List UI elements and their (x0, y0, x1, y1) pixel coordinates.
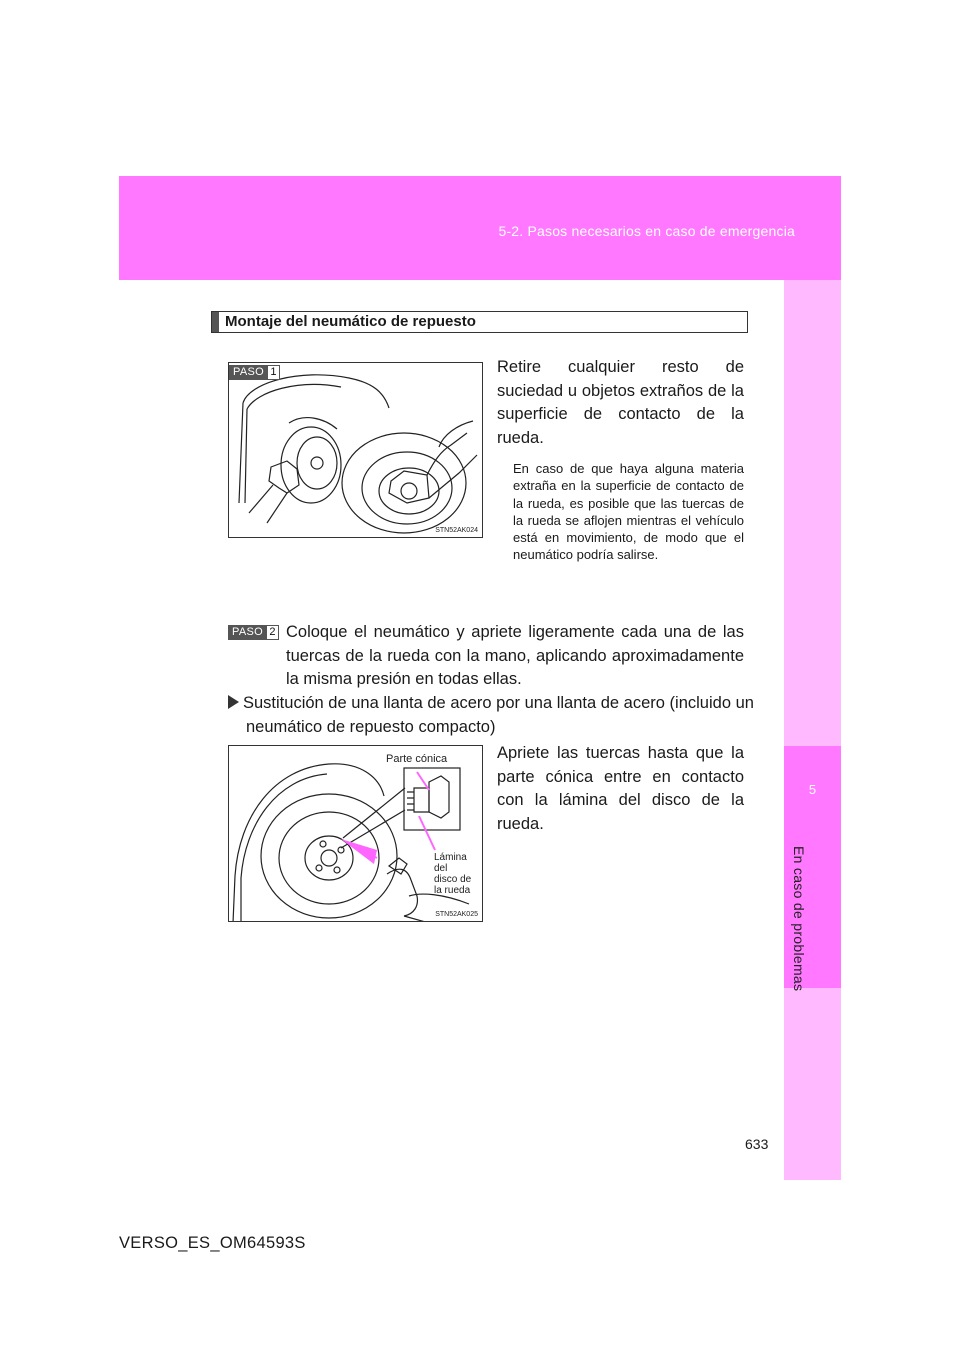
side-tab-strip (784, 280, 841, 1180)
step-1-note: En caso de que haya alguna materia extraña en la superficie de contacto de la rueda, es posible que las tuercas de la rueda se aflojen mientras el vehículo está en movimiento, de modo que el neumático podría salirse. (513, 461, 744, 563)
disc-label-line-1: Lámina (434, 852, 467, 863)
page-number: 633 (745, 1136, 769, 1152)
figure-tighten-nuts (228, 745, 483, 922)
section-title: Montaje del neumático de repuesto (225, 313, 476, 330)
disc-label-line-3: disco de (434, 874, 472, 885)
wheel-cleaning-illustration (229, 363, 483, 538)
step-2-text: Coloque el neumático y apriete ligeramente cada una de las tuercas de la rueda con la mano, aplicando aproximadamente la misma presión en todas ellas. (286, 623, 744, 688)
section-breadcrumb: 5-2. Pasos necesarios en caso de emergencia (498, 223, 795, 239)
disc-label-line-4: la rueda (434, 885, 471, 896)
bullet-detail-text: Apriete las tuercas hasta que la parte cónica entre en contacto con la lámina del disco de la rueda. (497, 744, 744, 833)
step-2-badge (228, 624, 279, 641)
header-band (119, 176, 841, 280)
bullet-text: Sustitución de una llanta de acero por una llanta de acero (incluido un neumático de repuesto compacto) (243, 694, 754, 736)
document-footer: VERSO_ES_OM64593S (119, 1234, 306, 1252)
chapter-number: 5 (808, 782, 817, 797)
figure-clean-wheel-surface (228, 362, 483, 538)
cone-label: Parte cónica (386, 753, 448, 765)
arrow-right-icon (228, 695, 239, 709)
bullet-item (228, 692, 762, 739)
figure-2-code: STN52AK025 (435, 911, 478, 918)
figure-1-code: STN52AK024 (435, 527, 478, 534)
disc-label-line-2: del (434, 863, 448, 874)
step-1-badge (229, 364, 280, 381)
step-2-number: 2 (266, 625, 279, 640)
step-1-text: Retire cualquier resto de suciedad u objetos extraños de la superficie de contacto de la rueda. (497, 358, 744, 447)
section-title-marker (212, 312, 219, 332)
step-1-label: PASO (229, 365, 267, 380)
section-title-box (211, 311, 748, 333)
chapter-tab[interactable] (784, 746, 841, 992)
step-1-number: 1 (267, 365, 280, 380)
step-2-label: PASO (228, 625, 266, 640)
chapter-title: En caso de problemas (791, 846, 807, 992)
